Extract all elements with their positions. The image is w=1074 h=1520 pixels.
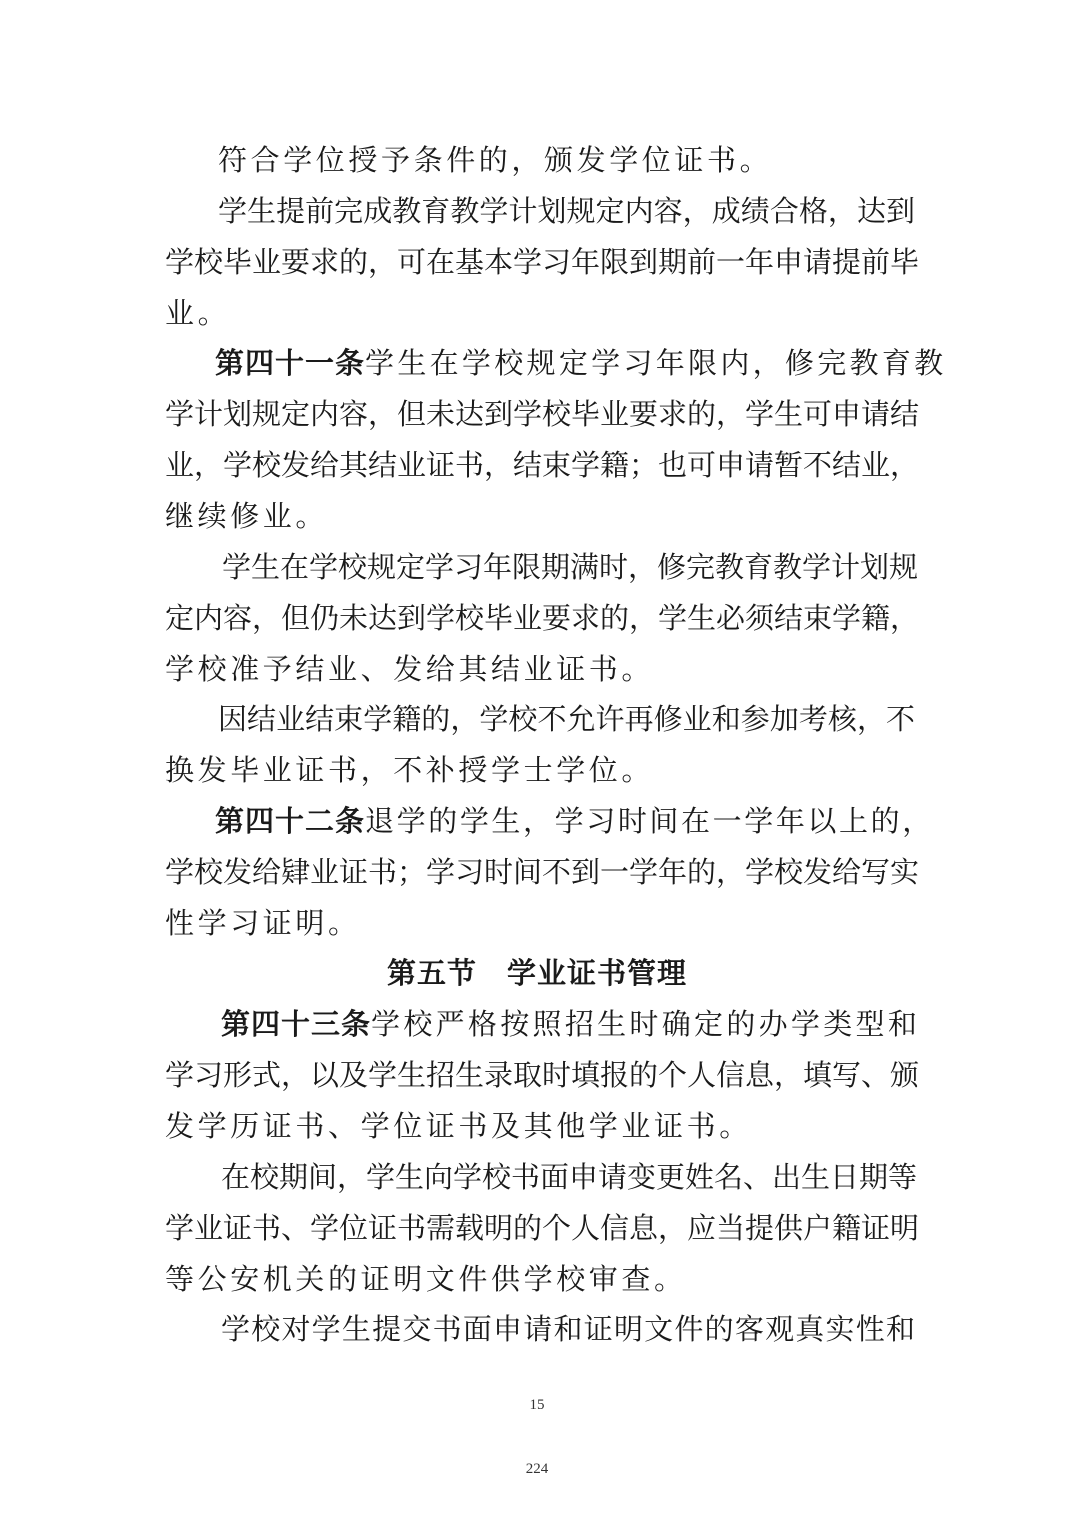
text-line: 学业证书、学位证书需载明的个人信息，应当提供户籍证明 [165, 1211, 920, 1245]
article-text: 退学的学生，学习时间在一学年以上的， [365, 804, 934, 838]
text-line: 继续修业。 [165, 499, 329, 533]
text-line: 学生提前完成教育教学计划规定内容，成绩合格，达到 [218, 194, 915, 228]
article-text: 学校严格按照招生时确定的办学类型和 [371, 1007, 921, 1041]
article-line [215, 343, 947, 383]
page-number: 15 [529, 1397, 545, 1413]
text-line: 学计划规定内容，但未达到学校毕业要求的，学生可申请结 [165, 397, 920, 431]
text-line: 在校期间，学生向学校书面申请变更姓名、出生日期等 [221, 1160, 918, 1194]
article-line [221, 1004, 921, 1044]
text-line: 学校准予结业、发给其结业证书。 [165, 652, 655, 686]
article-text: 学生在学校规定学习年限内，修完教育教 [365, 346, 947, 380]
text-line: 学校发给肄业证书；学习时间不到一学年的，学校发给写实 [165, 855, 920, 889]
total-page-number: 224 [525, 1461, 549, 1477]
text-line: 业。 [165, 296, 231, 330]
text-line: 发学历证书、学位证书及其他学业证书。 [165, 1109, 752, 1143]
article-number: 第四十二条 [215, 804, 366, 838]
text-line: 学校毕业要求的，可在基本学习年限到期前一年申请提前毕 [165, 245, 920, 279]
text-line: 因结业结束学籍的，学校不允许再修业和参加考核，不 [218, 702, 915, 736]
article-line [215, 801, 934, 841]
text-line: 学校对学生提交书面申请和证明文件的客观真实性和 [221, 1312, 915, 1346]
text-line: 等公安机关的证明文件供学校审查。 [165, 1262, 687, 1296]
section-heading: 第五节 学业证书管理 [386, 956, 687, 990]
article-number: 第四十三条 [221, 1007, 372, 1041]
text-line: 学生在学校规定学习年限期满时，修完教育教学计划规 [222, 550, 919, 584]
article-number: 第四十一条 [215, 346, 366, 380]
text-line: 符合学位授予条件的，颁发学位证书。 [218, 143, 773, 177]
text-line: 定内容，但仍未达到学校毕业要求的，学生必须结束学籍， [165, 601, 920, 635]
text-line: 学习形式，以及学生招生录取时填报的个人信息，填写、颁 [165, 1058, 920, 1092]
text-line: 换发毕业证书，不补授学士学位。 [165, 753, 655, 787]
text-line: 性学习证明。 [165, 906, 361, 940]
text-line: 业，学校发给其结业证书，结束学籍；也可申请暂不结业， [165, 448, 920, 482]
